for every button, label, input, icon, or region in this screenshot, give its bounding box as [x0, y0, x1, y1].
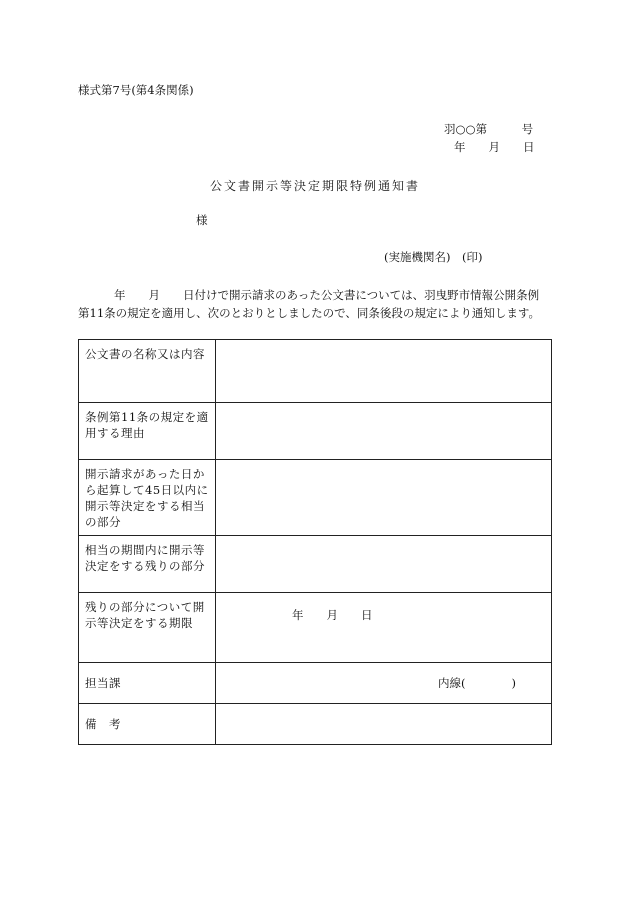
- body-text: [78, 286, 553, 322]
- row-value-remarks: [216, 704, 552, 745]
- document-title: 公文書開示等決定期限特例通知書: [209, 179, 420, 193]
- row-value-remaining-part: [216, 536, 552, 593]
- table-row: [79, 704, 552, 745]
- addressee: 様: [196, 213, 208, 227]
- table-row: [79, 460, 552, 536]
- body-line-1: 年 月 日付けで開示請求のあった公文書については、羽曳野市情報公開条例: [114, 288, 540, 302]
- table-row: [79, 403, 552, 460]
- row-label-deadline: 残りの部分について開示等決定をする期限: [79, 593, 216, 663]
- row-value-department: [216, 663, 552, 704]
- row-value-partial-within-45-days: [216, 460, 552, 536]
- notice-table: [78, 339, 552, 745]
- row-label-document-name: 公文書の名称又は内容: [79, 340, 216, 403]
- issuer-seal: (実施機関名) (印): [384, 250, 483, 264]
- document-number: 羽○○第 号: [444, 122, 534, 136]
- row-label-remarks: 備 考: [79, 704, 216, 745]
- extension-number: 内線( ): [438, 676, 516, 690]
- row-label-department: 担当課: [79, 663, 216, 704]
- row-label-partial-within-45-days: 開示請求があった日から起算して45日以内に開示等決定をする相当の部分: [79, 460, 216, 536]
- table-row: [79, 340, 552, 403]
- row-label-remaining-part: 相当の期間内に開示等決定をする残りの部分: [79, 536, 216, 593]
- table-row: [79, 663, 552, 704]
- deadline-date: 年 月 日: [292, 608, 373, 622]
- table-row: [79, 536, 552, 593]
- document-date: 年 月 日: [454, 140, 535, 154]
- row-value-deadline: [216, 593, 552, 663]
- row-label-reason: 条例第11条の規定を適用する理由: [79, 403, 216, 460]
- body-line-2: 第11条の規定を適用し、次のとおりとしましたので、同条後段の規定により通知します。: [78, 306, 540, 320]
- table-row: [79, 593, 552, 663]
- row-value-reason: [216, 403, 552, 460]
- form-number: 様式第7号(第4条関係): [78, 83, 194, 97]
- row-value-document-name: [216, 340, 552, 403]
